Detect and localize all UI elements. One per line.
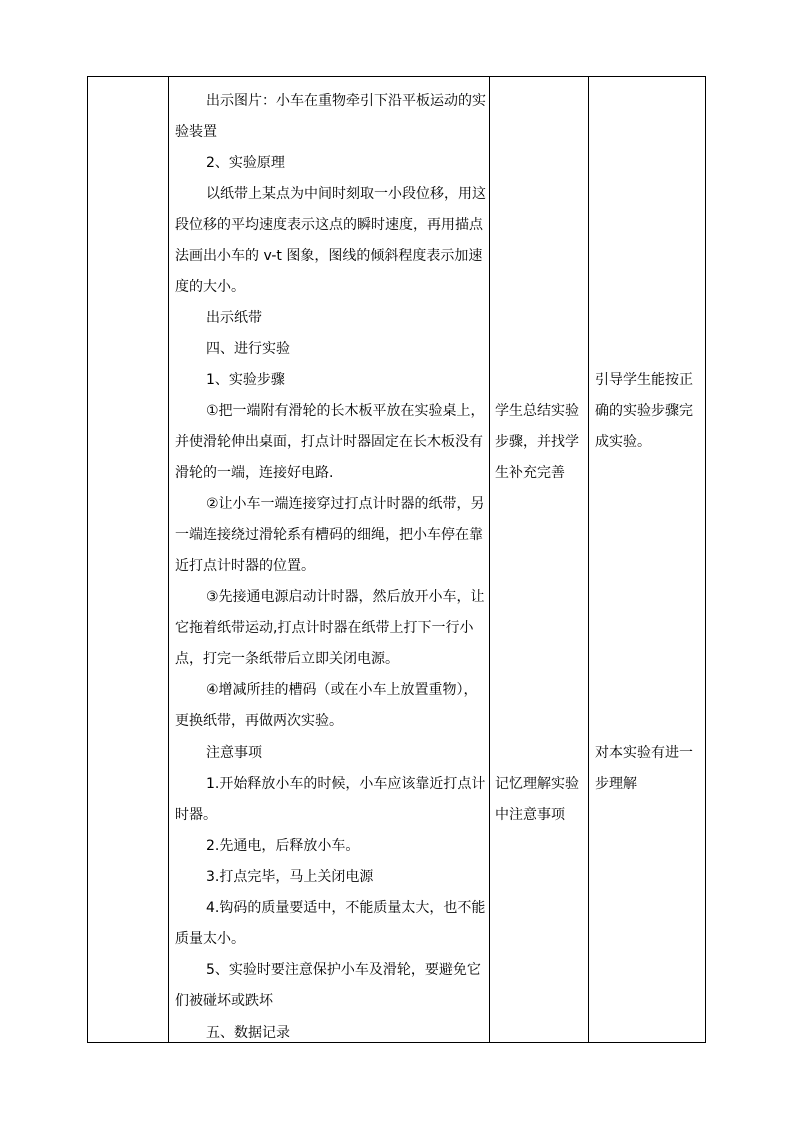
process-line: 度的大小。 (175, 279, 245, 296)
student-activity-line: 记忆理解实验 (495, 776, 579, 792)
process-line: ①把一端附有滑轮的长木板平放在实验桌上， (206, 403, 485, 419)
process-line: 滑轮的一端，连接好电路. (175, 465, 334, 482)
process-line: 注意事项 (206, 745, 262, 761)
student-activity-line: 学生总结实验 (495, 403, 579, 419)
student-activity-line: 生补充完善 (495, 465, 565, 482)
process-line: 更换纸带，再做两次实验。 (175, 713, 343, 730)
column-divider-2 (489, 77, 490, 1042)
process-line: 1.开始释放小车的时候，小车应该靠近打点计 (206, 776, 486, 792)
design-intent-line: 成实验。 (595, 434, 651, 451)
process-line: 1、实验步骤 (206, 372, 285, 388)
process-line: 并使滑轮伸出桌面，打点计时器固定在长木板没有 (175, 434, 483, 451)
process-line: 时器。 (175, 807, 217, 824)
process-line: 4.钩码的质量要适中，不能质量太大，也不能 (206, 900, 486, 916)
process-line: ②让小车一端连接穿过打点计时器的纸带，另 (206, 496, 485, 512)
column-divider-1 (168, 77, 169, 1042)
process-line: 出示纸带 (206, 310, 262, 326)
process-line: 质量太小。 (175, 931, 245, 948)
process-line: 五、数据记录 (206, 1025, 290, 1041)
process-line: 近打点计时器的位置。 (175, 558, 315, 575)
process-line: 一端连接绕过滑轮系有槽码的细绳，把小车停在靠 (175, 527, 483, 544)
process-line: 验装置 (175, 124, 217, 141)
process-line: 2.先通电，后释放小车。 (206, 838, 360, 854)
design-intent-line: 确的实验步骤完 (595, 403, 693, 420)
process-line: 3.打点完毕，马上关闭电源 (206, 869, 374, 885)
design-intent-line: 引导学生能按正 (595, 372, 693, 388)
process-line: 出示图片：小车在重物牵引下沿平板运动的实 (206, 93, 486, 109)
process-line: 2、实验原理 (206, 155, 285, 171)
column-divider-3 (588, 77, 589, 1042)
process-line: 5、实验时要注意保护小车及滑轮，要避免它 (206, 962, 481, 978)
process-line: 以纸带上某点为中间时刻取一小段位移，用这 (206, 186, 486, 202)
process-line: ③先接通电源启动计时器，然后放开小车，让 (206, 589, 485, 605)
lesson-table (87, 76, 706, 1043)
student-activity-line: 步骤，并找学 (495, 434, 579, 451)
process-line: 们被碰坏或跌坏 (175, 993, 273, 1010)
process-line: 它拖着纸带运动,打点计时器在纸带上打下一行小 (175, 620, 474, 637)
student-activity-line: 中注意事项 (495, 807, 565, 824)
process-line: 四、进行实验 (206, 341, 290, 357)
process-line: 点，打完一条纸带后立即关闭电源。 (175, 651, 399, 668)
process-line: 段位移的平均速度表示这点的瞬时速度，再用描点 (175, 217, 483, 234)
design-intent-line: 步理解 (595, 776, 637, 793)
process-line: ④增减所挂的槽码（或在小车上放置重物）， (206, 682, 478, 698)
design-intent-line: 对本实验有进一 (595, 745, 693, 761)
process-line: 法画出小车的 v-t 图象，图线的倾斜程度表示加速 (175, 248, 483, 265)
